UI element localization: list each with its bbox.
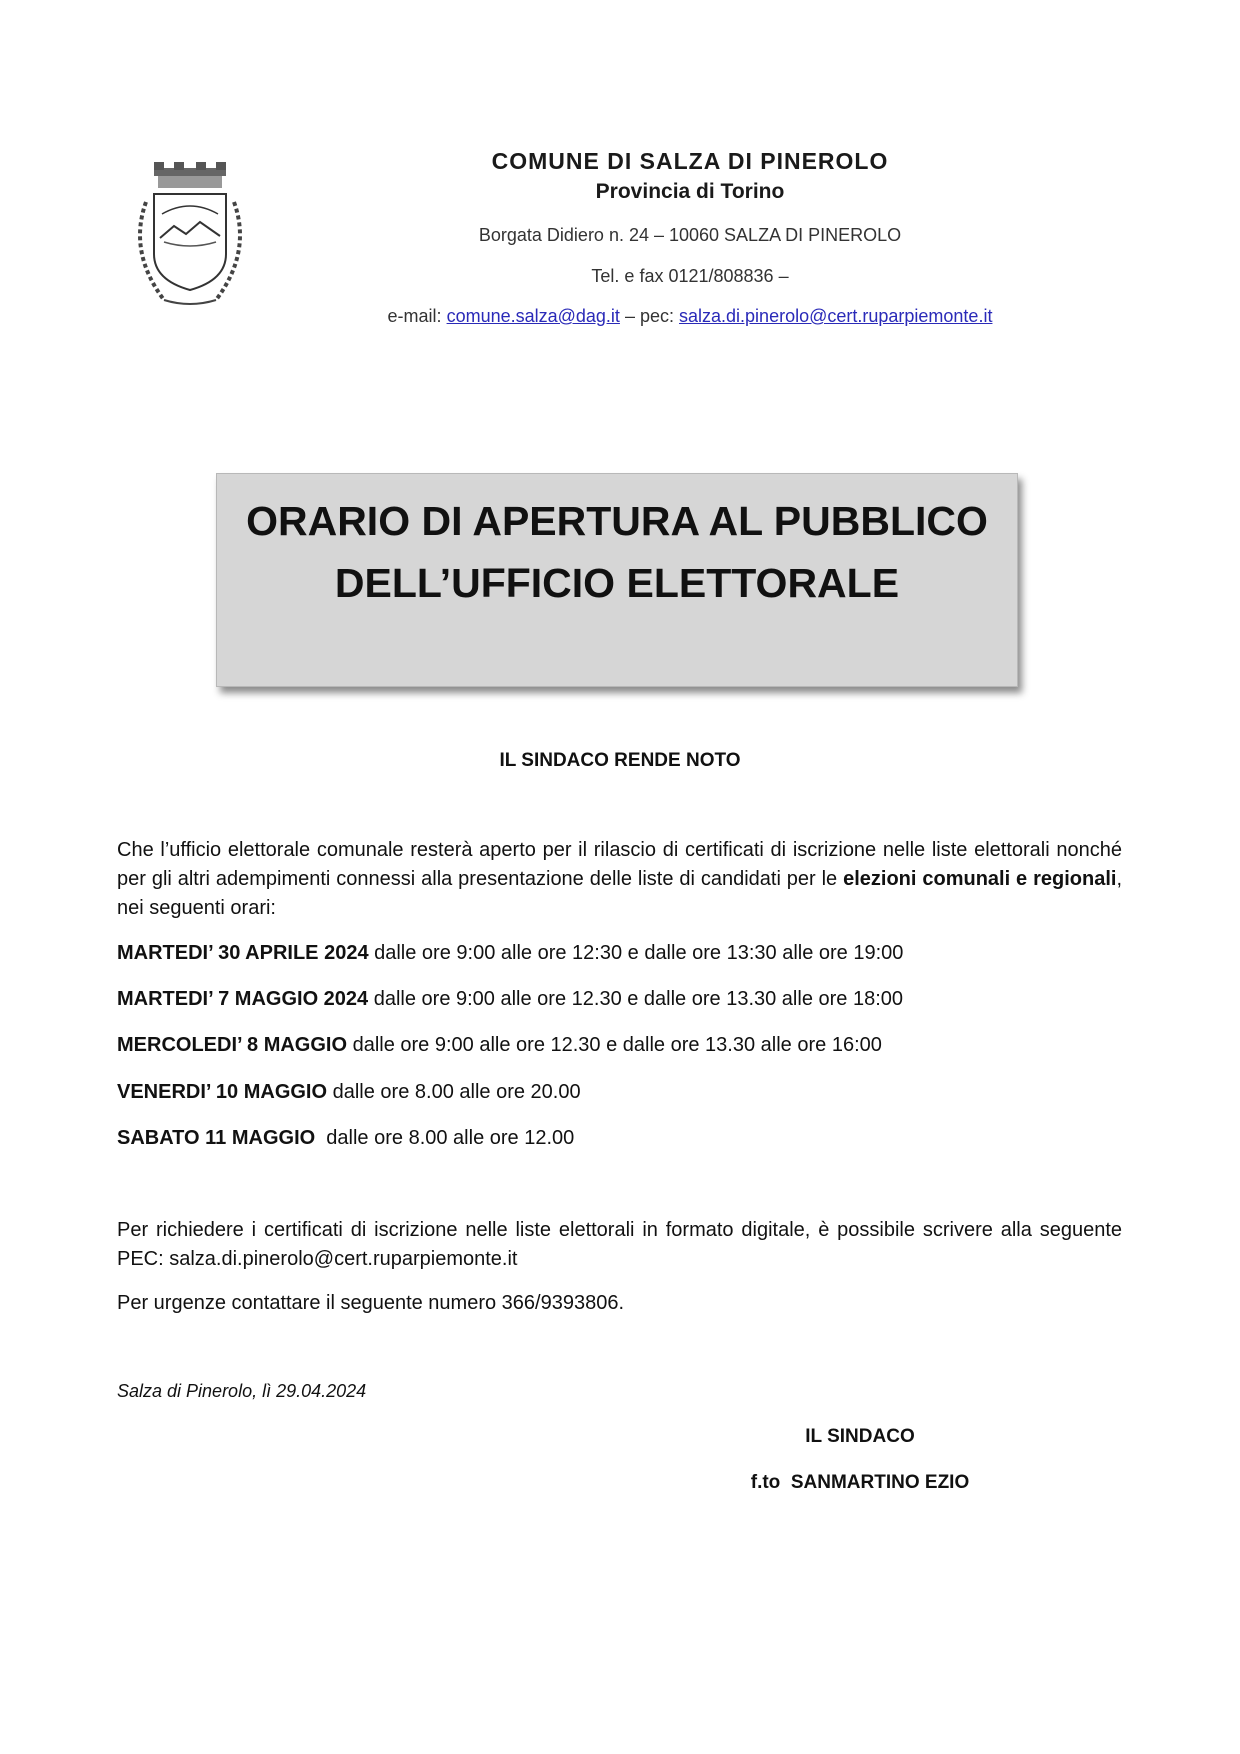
schedule-item: [117, 1078, 1122, 1107]
schedule-item: [117, 985, 1122, 1014]
urgent-contact-paragraph: Per urgenze contattare il seguente numero 366/9393806.: [117, 1292, 625, 1314]
signature-role: IL SINDACO: [805, 1426, 915, 1447]
title-line-2: DELL’UFFICIO ELETTORALE: [334, 560, 900, 606]
schedule-item: [117, 1031, 1122, 1060]
province-name: Provincia di Torino: [595, 180, 785, 203]
pec-link[interactable]: salza.di.pinerolo@cert.ruparpiemonte.it: [679, 306, 993, 326]
intro-bold: elezioni comunali e regionali: [843, 868, 1117, 890]
email-link[interactable]: comune.salza@dag.it: [446, 306, 620, 326]
signature-name: f.to SANMARTINO EZIO: [750, 1472, 970, 1493]
schedule-hours: dalle ore 9:00 alle ore 12.30 e dalle ore 13.30 alle ore 18:00: [368, 988, 904, 1010]
date-line: Salza di Pinerolo, lì 29.04.2024: [117, 1381, 367, 1401]
contact-line: [300, 306, 1080, 327]
intro-text-after: , nei seguenti orari:: [117, 868, 1122, 919]
address: Borgata Didiero n. 24 – 10060 SALZA DI PINEROLO: [478, 225, 902, 245]
schedule-hours: dalle ore 8.00 alle ore 12.00: [315, 1127, 575, 1149]
municipal-crest-icon: [124, 162, 256, 312]
schedule-day: SABATO 11 MAGGIO: [117, 1127, 316, 1149]
notice-heading: IL SINDACO RENDE NOTO: [499, 750, 741, 771]
schedule-item: [117, 1124, 1122, 1153]
schedule-item: [117, 939, 1122, 968]
schedule-hours: dalle ore 9:00 alle ore 12.30 e dalle ore 13.30 alle ore 16:00: [347, 1034, 882, 1056]
phone-fax: Tel. e fax 0121/808836 –: [591, 266, 789, 286]
schedule-day: MARTEDI’ 7 MAGGIO 2024: [117, 988, 369, 1010]
pec-label: – pec:: [624, 306, 674, 326]
title-line-1: ORARIO DI APERTURA AL PUBBLICO: [246, 498, 988, 544]
municipality-name: COMUNE DI SALZA DI PINEROLO: [491, 148, 889, 174]
intro-text-before: Che l’ufficio elettorale comunale resterà aperto per il rilascio di certificati di iscrizione nelle liste elettorali nonché per gli altri adempimenti connessi alla presentazione delle liste di candidati per le: [117, 839, 1122, 890]
title-box: [216, 473, 1018, 687]
schedule-day: VENERDI’ 10 MAGGIO: [117, 1081, 328, 1103]
schedule-hours: dalle ore 8.00 alle ore 20.00: [327, 1081, 581, 1103]
schedule-hours: dalle ore 9:00 alle ore 12:30 e dalle ore 13:30 alle ore 19:00: [368, 942, 904, 964]
schedule-day: MERCOLEDI’ 8 MAGGIO: [117, 1034, 348, 1056]
digital-request-paragraph: Per richiedere i certificati di iscrizione nelle liste elettorali in formato digitale, è possibile scrivere alla seguente PEC: salza.di.pinerolo@cert.ruparpiemonte.it: [117, 1219, 1122, 1270]
email-label: e-mail:: [387, 306, 442, 326]
intro-paragraph: [117, 836, 1122, 923]
schedule-day: MARTEDI’ 30 APRILE 2024: [117, 942, 369, 964]
